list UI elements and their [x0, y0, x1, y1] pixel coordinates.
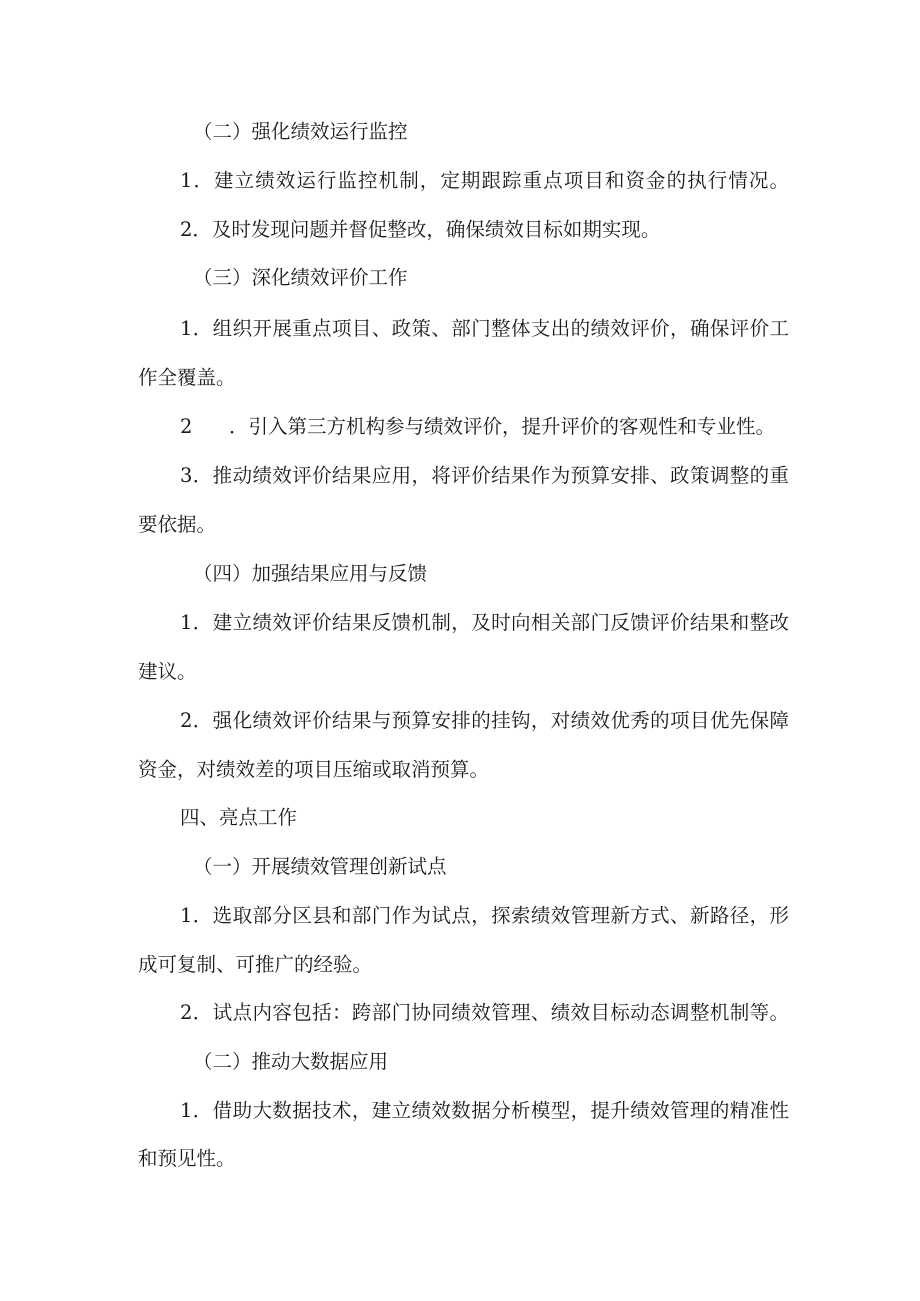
paragraph-item: 2．强化绩效评价结果与预算安排的挂钩，对绩效优秀的项目优先保障 — [180, 709, 789, 732]
paragraph-item: 1．选取部分区县和部门作为试点，探索绩效管理新方式、新路径，形 — [180, 904, 789, 927]
paragraph-continuation: 建议。 — [138, 660, 197, 683]
section-heading-monitoring: （二）强化绩效运行监控 — [193, 120, 408, 143]
paragraph-item: 1．建立绩效评价结果反馈机制，及时向相关部门反馈评价结果和整改 — [180, 611, 789, 634]
paragraph-item: 1．建立绩效运行监控机制，定期跟踪重点项目和资金的执行情况。 — [180, 169, 789, 192]
section-heading-big-data: （二）推动大数据应用 — [193, 1050, 389, 1073]
paragraph-continuation: 资金，对绩效差的项目压缩或取消预算。 — [138, 758, 490, 781]
paragraph-item: 1．借助大数据技术，建立绩效数据分析模型，提升绩效管理的精准性 — [180, 1099, 789, 1122]
paragraph-number: 2 — [180, 415, 193, 438]
paragraph-continuation: 要依据。 — [138, 513, 217, 536]
paragraph-continuation: 作全覆盖。 — [138, 366, 236, 389]
paragraph-item: 3．推动绩效评价结果应用，将评价结果作为预算安排、政策调整的重 — [180, 464, 789, 487]
paragraph-item: ．引入第三方机构参与绩效评价，提升评价的客观性和专业性。 — [229, 415, 776, 438]
section-heading-pilot: （一）开展绩效管理创新试点 — [193, 855, 447, 878]
section-heading-evaluation: （三）深化绩效评价工作 — [193, 266, 408, 289]
paragraph-item: 1．组织开展重点项目、政策、部门整体支出的绩效评价，确保评价工 — [180, 317, 789, 340]
paragraph-continuation: 和预见性。 — [138, 1147, 236, 1170]
chapter-heading-highlights: 四、亮点工作 — [180, 806, 298, 829]
paragraph-continuation: 成可复制、可推广的经验。 — [138, 953, 373, 976]
paragraph-item: 2．试点内容包括：跨部门协同绩效管理、绩效目标动态调整机制等。 — [180, 1001, 789, 1024]
section-heading-feedback: （四）加强结果应用与反馈 — [193, 562, 428, 585]
paragraph-item: 2．及时发现问题并督促整改，确保绩效目标如期实现。 — [180, 218, 661, 241]
